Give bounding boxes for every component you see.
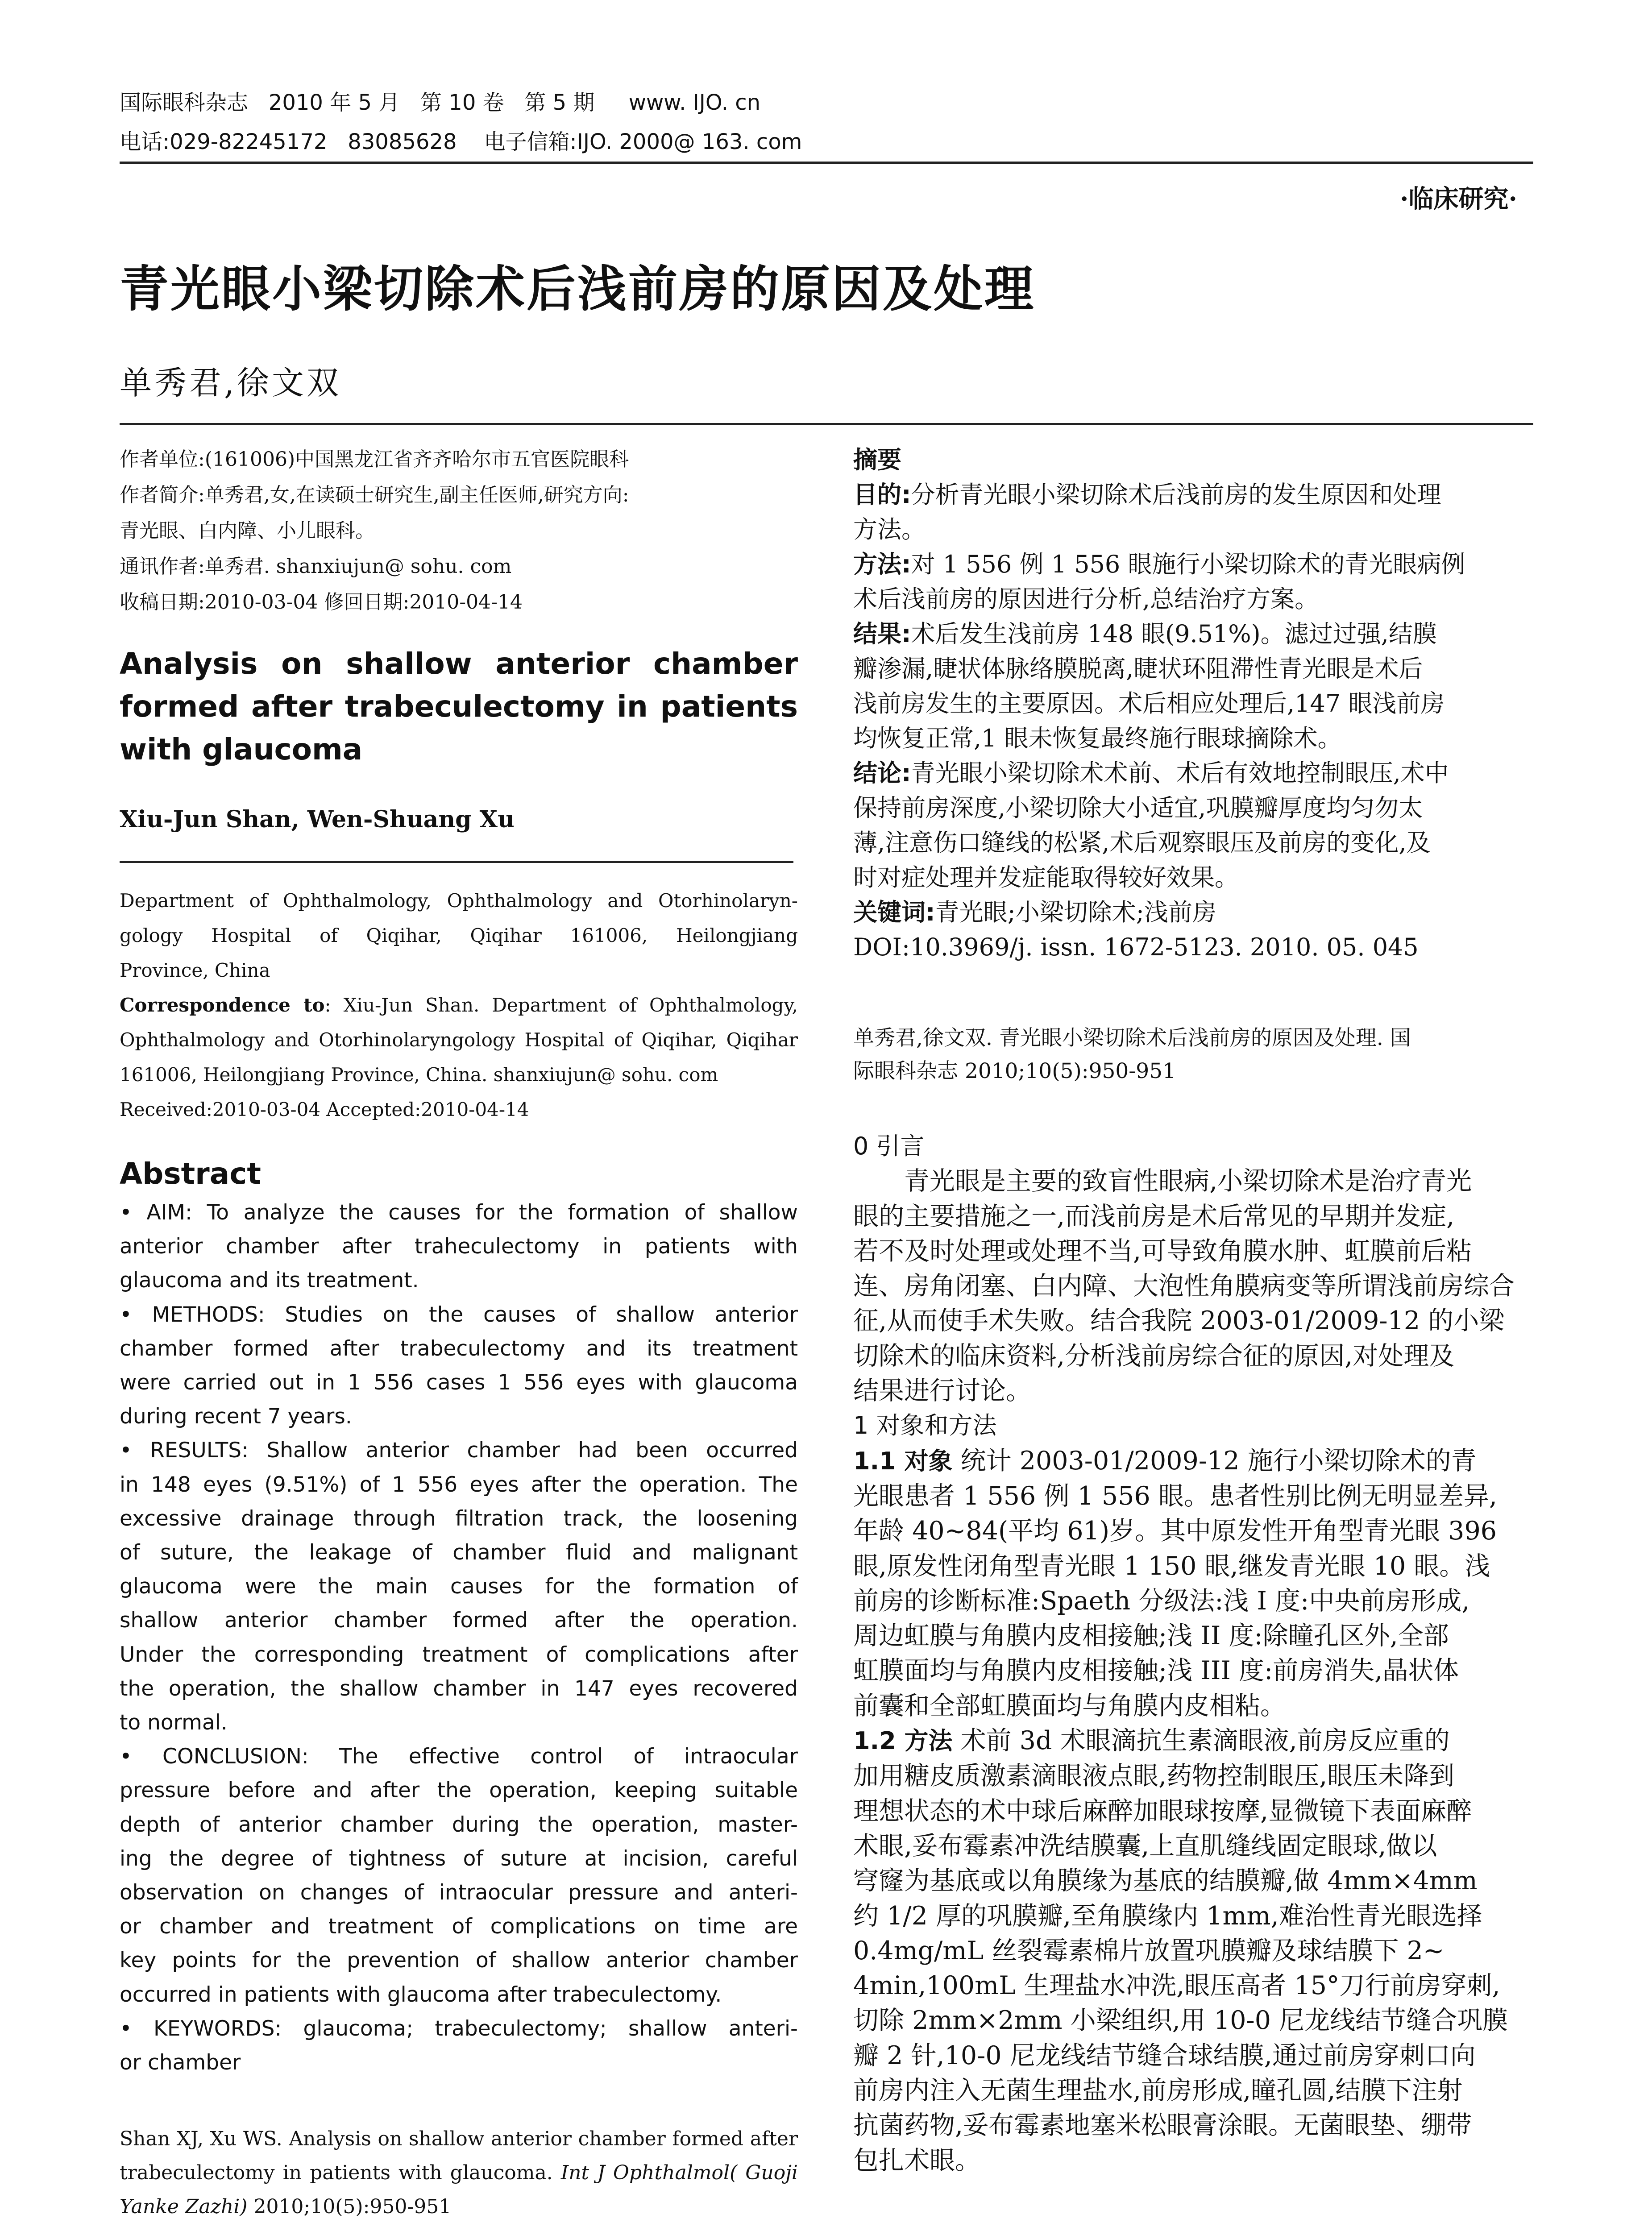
- aim-text: 分析青光眼小梁切除术后浅前房的发生原因和处理: [911, 481, 1441, 509]
- author-info-line: 青光眼、白内障、小儿眼科。: [120, 519, 375, 542]
- aim-text: 方法。: [853, 515, 926, 543]
- authors-en: Xiu-Jun Shan, Wen-Shuang Xu: [120, 806, 515, 833]
- correspondence-text: : Xiu-Jun Shan. Department of Ophthalmology,: [324, 994, 798, 1016]
- abstract-line: to normal.: [120, 1710, 228, 1735]
- results-text: 瓣渗漏,睫状体脉络膜脱离,睫状环阻滞性青光眼是术后: [853, 655, 1423, 683]
- citation-line: [120, 2156, 798, 2190]
- abstract-line: of suture, the leakage of chamber fluid and malignant: [120, 1540, 798, 1565]
- title-en-line: with glaucoma: [120, 732, 363, 767]
- abstract-line: the operation, the shallow chamber in 147 eyes recovered: [120, 1676, 798, 1701]
- body-line: 虹膜面均与角膜内皮相接触;浅 III 度:前房消失,晶状体: [853, 1656, 1459, 1686]
- abstract-line: anterior chamber after traheculectomy in patients with: [120, 1234, 798, 1259]
- body-line: 理想状态的术中球后麻醉加眼球按摩,显微镜下表面麻醉: [853, 1796, 1472, 1826]
- abstract-line: observation on changes of intraocular pressure and anteri-: [120, 1880, 798, 1905]
- author-info-line: 收稿日期:2010-03-04 修回日期:2010-04-14: [120, 591, 523, 614]
- conclusion-text: 薄,注意伤口缝线的松紧,术后观察眼压及前房的变化,及: [853, 829, 1431, 857]
- section-tag: ·临床研究·: [1400, 184, 1517, 214]
- keywords-label: 关键词:: [853, 898, 935, 926]
- keywords-text: 青光眼;小梁切除术;浅前房: [935, 898, 1216, 926]
- abstract-line: or chamber and treatment of complications on time are: [120, 1914, 798, 1939]
- body-line: 瓣 2 针,10-0 尼龙线结节缝合球结膜,通过前房穿刺口向: [853, 2040, 1476, 2070]
- abstract-line: during recent 7 years.: [120, 1404, 352, 1429]
- abstract-heading-en: Abstract: [120, 1157, 261, 1191]
- body-line: 青光眼是主要的致盲性眼病,小梁切除术是治疗青光: [904, 1166, 1472, 1196]
- body-line: 光眼患者 1 556 例 1 556 眼。患者性别比例无明显差异,: [853, 1481, 1497, 1511]
- methods-text: 对 1 556 例 1 556 眼施行小梁切除术的青光眼病例: [911, 550, 1465, 578]
- authors-rule: [120, 861, 793, 863]
- body-line: 眼的主要措施之一,而浅前房是术后常见的早期并发症,: [853, 1201, 1455, 1231]
- abstract-line: glaucoma were the main causes for the formation of: [120, 1574, 798, 1599]
- citation-cn-line: 单秀君,徐文双. 青光眼小梁切除术后浅前房的原因及处理. 国: [853, 1026, 1411, 1050]
- journal-name-en: Int J Ophthalmol( Guoji: [560, 2161, 798, 2184]
- correspondence-line: Ophthalmology and Otorhinolaryngology Hospital of Qiqihar, Qiqihar: [120, 1029, 798, 1051]
- body-cn: [853, 1129, 1533, 2178]
- intro-heading: 0 引言: [853, 1132, 925, 1160]
- methods-text: 术后浅前房的原因进行分析,总结治疗方案。: [853, 585, 1319, 613]
- abstract-heading-cn: 摘要: [853, 446, 901, 474]
- subsection-1-1-label: 1.1 对象: [853, 1447, 953, 1475]
- body-line: 切除 2mm×2mm 小梁组织,用 10-0 尼龙线结节缝合巩膜: [853, 2006, 1508, 2036]
- methods-label: 方法:: [853, 550, 911, 578]
- body-line: 结果进行讨论。: [853, 1376, 1031, 1406]
- abstract-line: • AIM: To analyze the causes for the formation of shallow: [120, 1200, 798, 1225]
- affiliation-line: Department of Ophthalmology, Ophthalmology and Otorhinolaryn-: [120, 890, 798, 912]
- author-info-line: 通讯作者:单秀君. shanxiujun@ sohu. com: [120, 555, 512, 578]
- abstract-line: key points for the prevention of shallow anterior chamber: [120, 1948, 798, 1973]
- body-line: 约 1/2 厚的巩膜瓣,至角膜缘内 1mm,难治性青光眼选择: [853, 1901, 1482, 1931]
- abstract-line: occurred in patients with glaucoma after trabeculectomy.: [120, 1982, 722, 2007]
- body-line: 年龄 40~84(平均 61)岁。其中原发性开角型青光眼 396: [853, 1516, 1497, 1546]
- body-line: 术前 3d 术眼滴抗生素滴眼液,前房反应重的: [952, 1726, 1450, 1756]
- body-line: 眼,原发性闭角型青光眼 1 150 眼,继发青光眼 10 眼。浅: [853, 1551, 1490, 1581]
- body-line: 连、房角闭塞、白内障、大泡性角膜病变等所谓浅前房综合: [853, 1271, 1515, 1301]
- citation-cn: [853, 1022, 1533, 1088]
- body-line: 前房的诊断标准:Spaeth 分级法:浅 I 度:中央前房形成,: [853, 1586, 1470, 1616]
- title-en-line: Analysis on shallow anterior chamber: [120, 647, 798, 681]
- authors-cn: 单秀君,徐文双: [120, 364, 341, 402]
- abstract-line: pressure before and after the operation, keeping suitable: [120, 1778, 798, 1803]
- abstract-cn: [853, 443, 1533, 965]
- abstract-line: excessive drainage through filtration track, the loosening: [120, 1506, 798, 1531]
- abstract-line: depth of anterior chamber during the operation, master-: [120, 1812, 798, 1837]
- body-line: 周边虹膜与角膜内皮相接触;浅 II 度:除瞳孔区外,全部: [853, 1621, 1449, 1651]
- title-en-line: formed after trabeculectomy in patients: [120, 689, 798, 724]
- abstract-body-en: [120, 1196, 798, 2080]
- journal-name-en-cont: Yanke Zazhi): [120, 2195, 248, 2218]
- conclusion-label: 结论:: [853, 759, 911, 787]
- abstract-line: shallow anterior chamber formed after the operation.: [120, 1608, 798, 1633]
- affiliation-line: Province, China: [120, 959, 270, 981]
- journal-contact-line: 电话:029-82245172 83085628 电子信箱:IJO. 2000@ 163. com: [120, 129, 802, 154]
- header-rule: [120, 162, 1533, 164]
- abstract-line: • KEYWORDS: glaucoma; trabeculectomy; shallow anteri-: [120, 2016, 798, 2041]
- author-info-cn: [120, 442, 798, 620]
- affiliation-line: gology Hospital of Qiqihar, Qiqihar 161006, Heilongjiang: [120, 925, 798, 946]
- body-line: 4min,100mL 生理盐水冲洗,眼压高者 15°刀行前房穿刺,: [853, 1971, 1500, 2001]
- body-line: 0.4mg/mL 丝裂霉素棉片放置巩膜瓣及球结膜下 2~: [853, 1936, 1444, 1966]
- abstract-line: or chamber: [120, 2050, 241, 2075]
- citation-line: Shan XJ, Xu WS. Analysis on shallow anterior chamber formed after: [120, 2127, 798, 2150]
- abstract-line: in 148 eyes (9.51%) of 1 556 eyes after the operation. The: [120, 1472, 798, 1497]
- body-line: 若不及时处理或处理不当,可导致角膜水肿、虹膜前后粘: [853, 1236, 1472, 1266]
- results-text: 术后发生浅前房 148 眼(9.51%)。滤过过强,结膜: [911, 620, 1437, 648]
- affiliation-en: [120, 883, 798, 1127]
- body-line: 统计 2003-01/2009-12 施行小梁切除术的青: [952, 1446, 1477, 1476]
- abstract-line: • CONCLUSION: The effective control of intraocular: [120, 1744, 798, 1769]
- abstract-line: Under the corresponding treatment of complications after: [120, 1642, 798, 1667]
- citation-text: trabeculectomy in patients with glaucoma.: [120, 2161, 553, 2184]
- body-line: 切除术的临床资料,分析浅前房综合征的原因,对处理及: [853, 1341, 1455, 1371]
- subsection-1-2-label: 1.2 方法: [853, 1727, 953, 1755]
- doi: DOI:10.3969/j. issn. 1672-5123. 2010. 05. 045: [853, 933, 1419, 961]
- body-line: 穹窿为基底或以角膜缘为基底的结膜瓣,做 4mm×4mm: [853, 1866, 1478, 1896]
- results-text: 浅前房发生的主要原因。术后相应处理后,147 眼浅前房: [853, 689, 1445, 717]
- body-line: 前房内注入无菌生理盐水,前房形成,瞳孔圆,结膜下注射: [853, 2076, 1463, 2106]
- author-info-line: 作者单位:(161006)中国黑龙江省齐齐哈尔市五官医院眼科: [120, 448, 629, 471]
- abstract-line: glaucoma and its treatment.: [120, 1268, 419, 1293]
- citation-en: [120, 2122, 798, 2224]
- body-line: 包扎术眼。: [853, 2145, 980, 2175]
- conclusion-text: 青光眼小梁切除术术前、术后有效地控制眼压,术中: [911, 759, 1449, 787]
- body-line: 前囊和全部虹膜面均与角膜内皮相粘。: [853, 1691, 1286, 1721]
- abstract-line: • METHODS: Studies on the causes of shallow anterior: [120, 1302, 798, 1327]
- abstract-line: chamber formed after trabeculectomy and its treatment: [120, 1336, 798, 1361]
- results-label: 结果:: [853, 620, 911, 648]
- correspondence-line: 161006, Heilongjiang Province, China. shanxiujun@ sohu. com: [120, 1064, 718, 1086]
- body-line: 加用糖皮质激素滴眼液点眼,药物控制眼压,眼压未降到: [853, 1761, 1455, 1791]
- conclusion-text: 保持前房深度,小梁切除大小适宜,巩膜瓣厚度均匀勿太: [853, 794, 1423, 822]
- citation-volume: 2010;10(5):950-951: [253, 2195, 452, 2218]
- journal-header-line: 国际眼科杂志 2010 年 5 月 第 10 卷 第 5 期 www. IJO. cn: [120, 90, 761, 115]
- body-line: 抗菌药物,妥布霉素地塞米松眼膏涂眼。无菌眼垫、绷带: [853, 2111, 1472, 2140]
- citation-line: [120, 2190, 798, 2224]
- abstract-line: were carried out in 1 556 cases 1 556 eyes with glaucoma: [120, 1370, 798, 1395]
- conclusion-text: 时对症处理并发症能取得较好效果。: [853, 863, 1239, 892]
- article-title-en: [120, 643, 798, 771]
- results-text: 均恢复正常,1 眼未恢复最终施行眼球摘除术。: [853, 724, 1342, 752]
- body-line: 征,从而使手术失败。结合我院 2003-01/2009-12 的小梁: [853, 1306, 1505, 1336]
- author-info-line: 作者简介:单秀君,女,在读硕士研究生,副主任医师,研究方向:: [120, 484, 629, 506]
- citation-cn-line: 际眼科杂志 2010;10(5):950-951: [853, 1059, 1176, 1083]
- correspondence-label: Correspondence to: [120, 994, 325, 1016]
- methods-heading: 1 对象和方法: [853, 1411, 997, 1440]
- abstract-line: • RESULTS: Shallow anterior chamber had been occurred: [120, 1438, 798, 1463]
- correspondence-line: [120, 988, 798, 1023]
- abstract-line: ing the degree of tightness of suture at incision, careful: [120, 1846, 798, 1871]
- body-line: 术眼,妥布霉素冲洗结膜囊,上直肌缝线固定眼球,做以: [853, 1831, 1437, 1861]
- title-rule: [120, 423, 1533, 425]
- article-title-cn: 青光眼小梁切除术后浅前房的原因及处理: [120, 261, 1035, 318]
- received-accepted-line: Received:2010-03-04 Accepted:2010-04-14: [120, 1099, 529, 1120]
- aim-label: 目的:: [853, 481, 911, 509]
